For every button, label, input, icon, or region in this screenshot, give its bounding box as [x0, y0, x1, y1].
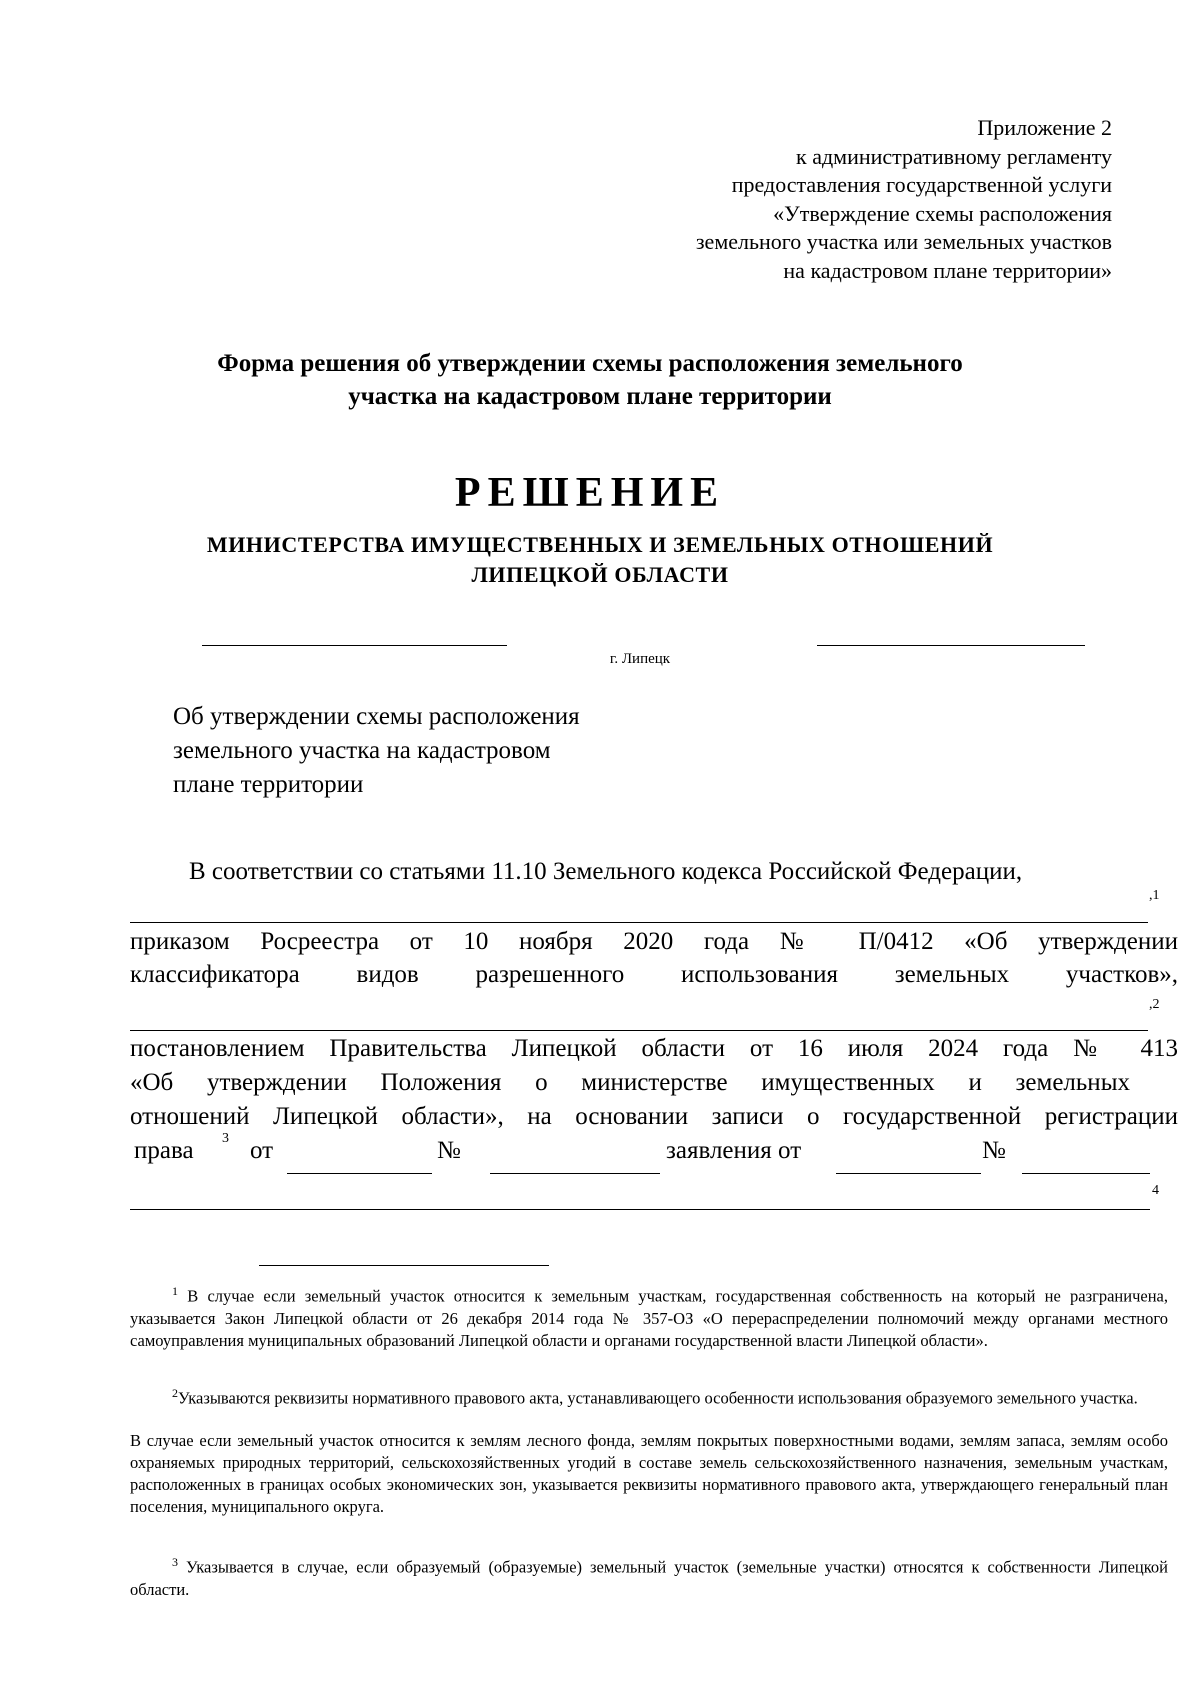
- number-sign: №: [437, 1137, 461, 1164]
- appendix-line: земельного участка или земельных участков: [695, 229, 1112, 254]
- ministry-name: [160, 530, 1040, 590]
- registration-date-blank[interactable]: [287, 1173, 432, 1174]
- footnote-2-text: Указываются реквизиты нормативного правового акта, устанавливающего особенности использования образуемого земельного участка.: [178, 1388, 1138, 1408]
- legal-basis-blank-line-2[interactable]: [130, 1030, 1148, 1031]
- subject-line: плане территории: [173, 771, 364, 798]
- appendix-line: Приложение 2: [977, 115, 1112, 140]
- footnote-mark-3: 3: [222, 1131, 229, 1146]
- footnote-3: [130, 1551, 1168, 1601]
- form-title: [150, 347, 1030, 413]
- footnote-2: [130, 1382, 1168, 1410]
- appendix-header: [412, 114, 1112, 285]
- number-sign: №: [982, 1137, 1006, 1164]
- subject-line: земельного участка на кадастровом: [173, 737, 551, 764]
- footnote-mark-1: ,1: [1149, 888, 1160, 903]
- body-paragraph-3-line-2: «Об утверждении Положения о министерстве имущественных и земельных: [130, 1069, 1130, 1096]
- legal-basis-blank-line-1[interactable]: [130, 922, 1148, 923]
- body-intro-line: В соответствии со статьями 11.10 Земельного кодекса Российской Федерации,: [189, 858, 1023, 885]
- application-number-blank[interactable]: [1022, 1173, 1150, 1174]
- ministry-line: ЛИПЕЦКОЙ ОБЛАСТИ: [471, 562, 729, 587]
- city-label: г. Липецк: [609, 651, 671, 667]
- body-paragraph-3-line-1: постановлением Правительства Липецкой области от 16 июля 2024 года № 413: [130, 1035, 1178, 1062]
- application-word: заявления от: [666, 1137, 802, 1164]
- footnote-mark-2: ,2: [1149, 997, 1160, 1012]
- number-blank-line[interactable]: [817, 645, 1085, 646]
- footnote-3-mark: 3: [172, 1555, 178, 1569]
- footnote-mark-4: 4: [1152, 1183, 1159, 1198]
- appendix-line: предоставления государственной услуги: [731, 172, 1112, 197]
- footnote-1-text: В случае если земельный участок относится к земельным участкам, государственная собственность на который не разграничена, указывается Закон Липецкой области от 26 декабря 2014 года № 357-ОЗ «О перераспределении полномочий между органами местного самоуправления муниципальных образований Липецкой области и органами государственной власти Липецкой области».: [130, 1286, 1168, 1350]
- footnote-2-mark: 2: [172, 1386, 178, 1400]
- date-blank-line[interactable]: [202, 645, 507, 646]
- decision-subject: [173, 700, 693, 802]
- rights-word: права: [134, 1137, 194, 1164]
- appendix-line: к административному регламенту: [796, 143, 1112, 169]
- footnote-1-mark: 1: [172, 1284, 178, 1298]
- footnote-3-text: Указывается в случае, если образуемый (образуемые) земельный участок (земельные участки) относятся к собственности Липецкой области.: [130, 1557, 1168, 1599]
- legal-basis-blank-line-4[interactable]: [130, 1209, 1150, 1210]
- registration-line: [130, 1131, 1178, 1177]
- form-title-line: Форма решения об утверждении схемы расположения земельного: [217, 350, 963, 377]
- body-paragraph-2-line-2: классификатора видов разрешенного использования земельных участков»,: [130, 961, 1178, 988]
- application-date-blank[interactable]: [836, 1173, 981, 1174]
- decision-heading: РЕШЕНИЕ: [454, 470, 726, 516]
- footnote-separator: [259, 1265, 549, 1266]
- form-title-line: участка на кадастровом плане территории: [348, 383, 832, 410]
- registration-number-blank[interactable]: [490, 1173, 660, 1174]
- body-paragraph-3-line-3: отношений Липецкой области», на основании записи о государственной регистрации: [130, 1103, 1178, 1130]
- ministry-line: МИНИСТЕРСТВА ИМУЩЕСТВЕННЫХ И ЗЕМЕЛЬНЫХ ОТНОШЕНИЙ: [206, 532, 994, 557]
- body-paragraph-2-line-1: приказом Росреестра от 10 ноября 2020 года № П/0412 «Об утверждении: [130, 928, 1178, 955]
- from-word: от: [250, 1137, 274, 1164]
- appendix-line: на кадастровом плане территории»: [783, 257, 1112, 283]
- appendix-line: «Утверждение схемы расположения: [773, 200, 1112, 226]
- subject-line: Об утверждении схемы расположения: [173, 703, 580, 730]
- footnote-1: [130, 1280, 1168, 1352]
- footnote-2-continuation: В случае если земельный участок относится к землям лесного фонда, землям покрытых поверхностными водами, землям запаса, землям особо охраняемых природных территорий, сельскохозяйственных угодий в составе земель сельскохозяйственного назначения, земельным участкам, расположенных в границах особых экономических зон, указывается реквизиты нормативного правового акта, утверждающего генеральный план поселения, муниципального округа.: [130, 1431, 1168, 1516]
